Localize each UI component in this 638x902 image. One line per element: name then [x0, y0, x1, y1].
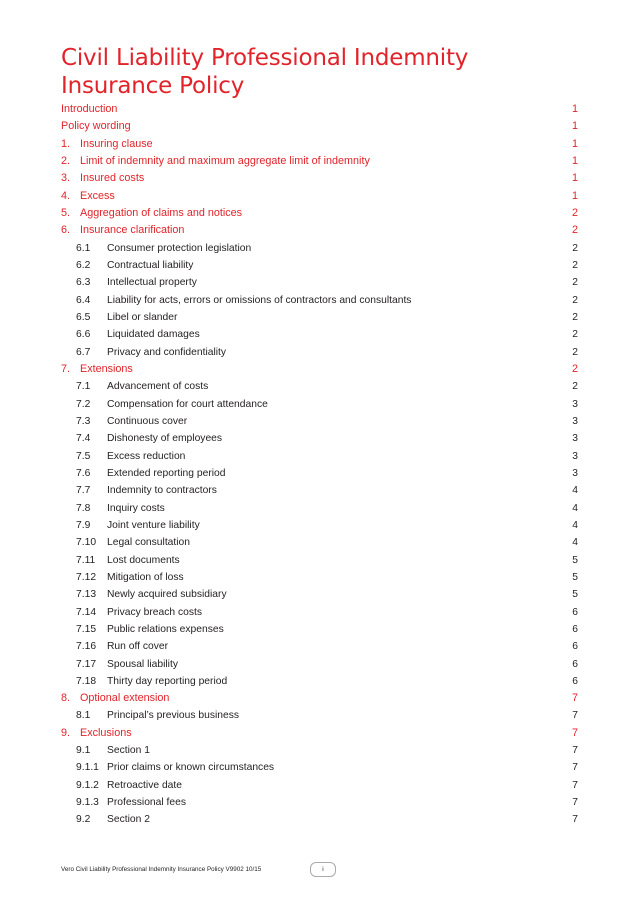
toc-entry-number: 6.1	[76, 242, 91, 254]
page-number-badge: i	[310, 862, 336, 877]
toc-entry-number: 7.1	[76, 381, 91, 393]
toc-subentry[interactable]	[61, 794, 578, 811]
toc-entry-number: 9.1.2	[76, 779, 99, 791]
toc-subentry[interactable]	[61, 638, 578, 655]
toc-entry-number: 7.17	[76, 658, 97, 670]
toc-entry-title: Limit of indemnity and maximum aggregate limit of indemnity	[80, 154, 370, 167]
toc-entry-title: Principal’s previous business	[107, 710, 240, 722]
title-line-1: Civil Liability Professional Indemnity	[61, 45, 469, 71]
toc-entry[interactable]	[61, 153, 578, 170]
toc-entry[interactable]	[61, 170, 578, 187]
document-title	[61, 44, 481, 100]
toc-entry-page: 6	[572, 623, 578, 635]
toc-subentry[interactable]	[61, 586, 578, 603]
toc-entry-number: 7.15	[76, 623, 97, 635]
toc-entry-page: 2	[571, 362, 578, 375]
toc-entry-title: Privacy breach costs	[107, 606, 202, 618]
toc-entry-page: 6	[572, 675, 578, 687]
toc-entry-number: 4.	[61, 189, 71, 202]
toc-entry-title: Mitigation of loss	[107, 571, 184, 583]
toc-entry-title: Consumer protection legislation	[107, 242, 252, 254]
toc-entry-title: Spousal liability	[107, 658, 178, 670]
toc-entry[interactable]	[61, 690, 578, 707]
toc-entry-number: 7.16	[76, 641, 97, 653]
toc-entry-title: Legal consultation	[107, 537, 191, 549]
toc-entry-page: 2	[571, 224, 578, 237]
toc-entry-page: 2	[572, 329, 578, 341]
toc-entry[interactable]	[61, 725, 578, 742]
toc-entry-title: Extensions	[80, 362, 133, 375]
toc-entry-number: 6.3	[76, 277, 91, 289]
toc-entry[interactable]	[61, 118, 578, 135]
toc-entry-page: 2	[572, 259, 578, 271]
toc-entry-page: 1	[571, 154, 578, 167]
toc-subentry[interactable]	[61, 569, 578, 586]
toc-entry-number: 7.2	[76, 398, 91, 410]
toc-entry-title: Prior claims or known circumstances	[107, 762, 275, 774]
toc-entry-number: 7.5	[76, 450, 91, 462]
toc-entry-page: 3	[572, 450, 578, 462]
toc-entry-number: 7.8	[76, 502, 91, 514]
toc-entry-title: Joint venture liability	[107, 519, 200, 531]
toc-entry-page: 7	[572, 745, 578, 757]
toc-entry-title: Liquidated damages	[107, 329, 200, 341]
toc-entry-title: Continuous cover	[107, 415, 188, 427]
toc-entry-number: 7.13	[76, 589, 97, 601]
toc-subentry[interactable]	[61, 811, 578, 828]
toc-subentry[interactable]	[61, 517, 578, 534]
toc-subentry[interactable]	[61, 777, 578, 794]
toc-subentry[interactable]	[61, 482, 578, 499]
toc-entry-title: Public relations expenses	[107, 623, 224, 635]
toc-subentry[interactable]	[61, 534, 578, 551]
toc-subentry[interactable]	[61, 413, 578, 430]
toc-entry-title: Intellectual property	[107, 277, 197, 289]
toc-entry-title: Newly acquired subsidiary	[107, 589, 227, 601]
toc-entry-number: 7.10	[76, 537, 97, 549]
toc-entry-page: 6	[572, 658, 578, 670]
toc-subentry[interactable]	[61, 378, 578, 395]
toc-subentry[interactable]	[61, 465, 578, 482]
toc-entry-title: Advancement of costs	[107, 381, 209, 393]
toc-entry-title: Section 2	[107, 814, 150, 826]
toc-entry-title: Contractual liability	[107, 259, 194, 271]
toc-entry-title: Insuring clause	[80, 137, 153, 150]
toc-entry-page: 7	[571, 692, 578, 705]
toc-entry-title: Excess reduction	[107, 450, 186, 462]
toc-entry-page: 6	[572, 606, 578, 618]
toc-entry-number: 9.1.1	[76, 762, 99, 774]
toc-entry[interactable]	[61, 188, 578, 205]
toc-entry-number: 6.2	[76, 259, 91, 271]
toc-entry-page: 5	[572, 571, 578, 583]
toc-entry-page: 5	[572, 554, 578, 566]
toc-entry-page: 2	[571, 206, 578, 219]
toc-subentry[interactable]	[61, 292, 578, 309]
toc-entry-title: Liability for acts, errors or omissions of contractors and consultants	[107, 294, 412, 306]
toc-subentry[interactable]	[61, 344, 578, 361]
toc-entry-title: Lost documents	[107, 554, 180, 566]
toc-entry-page: 1	[571, 120, 578, 133]
toc-entry-title: Extended reporting period	[107, 467, 226, 479]
toc-entry-page: 4	[572, 502, 578, 514]
toc-subentry[interactable]	[61, 604, 578, 621]
toc-entry-page: 2	[572, 294, 578, 306]
toc-entry-title: Retroactive date	[107, 779, 182, 791]
toc-entry-title: Introduction	[61, 103, 118, 115]
toc-entry-title: Exclusions	[80, 726, 132, 739]
toc-subentry[interactable]	[61, 621, 578, 638]
toc-entry-page: 1	[571, 189, 578, 202]
toc-entry-number: 9.1.3	[76, 797, 99, 809]
toc-subentry[interactable]	[61, 742, 578, 759]
toc-entry-page: 7	[572, 779, 578, 791]
toc-entry-page: 3	[572, 415, 578, 427]
toc-subentry[interactable]	[61, 240, 578, 257]
toc-subentry[interactable]	[61, 326, 578, 343]
toc-entry[interactable]	[61, 136, 578, 153]
toc-entry-title: Thirty day reporting period	[107, 675, 228, 687]
toc-entry-page: 5	[572, 589, 578, 601]
toc-entry-page: 7	[572, 814, 578, 826]
toc-entry-number: 7.11	[76, 554, 96, 566]
toc-entry-number: 7.18	[76, 675, 97, 687]
footer-text: Vero Civil Liability Professional Indemnity Insurance Policy V9902 10/15	[61, 866, 262, 873]
toc-entry-page: 7	[571, 726, 578, 739]
toc-entry-number: 7.7	[76, 485, 91, 497]
toc-entry-title: Insurance clarification	[80, 224, 185, 237]
toc-entry-number: 6.	[61, 224, 71, 237]
toc-entry-page: 7	[572, 762, 578, 774]
toc-entry-title: Dishonesty of employees	[107, 433, 223, 445]
toc-entry-title: Privacy and confidentiality	[107, 346, 227, 358]
toc-entry-page: 1	[571, 172, 578, 185]
toc-entry-title: Aggregation of claims and notices	[80, 206, 243, 219]
toc-entry-page: 6	[572, 641, 578, 653]
toc-entry-page: 2	[572, 311, 578, 323]
toc-subentry[interactable]	[61, 552, 578, 569]
toc-entry-page: 3	[572, 467, 578, 479]
toc-entry[interactable]	[61, 222, 578, 239]
toc-entry-page: 1	[571, 137, 578, 150]
table-of-contents	[61, 101, 578, 829]
toc-entry-number: 6.4	[76, 294, 91, 306]
toc-entry-number: 7.9	[76, 519, 91, 531]
toc-entry-number: 7.	[61, 362, 71, 375]
toc-entry-number: 8.1	[76, 710, 91, 722]
toc-entry-page: 3	[572, 398, 578, 410]
toc-entry-page: 2	[572, 242, 578, 254]
toc-subentry[interactable]	[61, 396, 578, 413]
toc-entry-number: 9.1	[76, 745, 91, 757]
toc-entry-page: 7	[572, 710, 578, 722]
toc-entry-number: 6.5	[76, 311, 91, 323]
toc-entry-page: 2	[572, 381, 578, 393]
toc-entry-number: 7.3	[76, 415, 91, 427]
toc-entry-title: Excess	[80, 189, 115, 202]
toc-subentry[interactable]	[61, 448, 578, 465]
toc-entry-page: 7	[572, 797, 578, 809]
title-line-2: Insurance Policy	[61, 73, 245, 99]
toc-subentry[interactable]	[61, 430, 578, 447]
toc-entry-number: 6.6	[76, 329, 91, 341]
toc-subentry[interactable]	[61, 759, 578, 776]
toc-entry-title: Libel or slander	[107, 311, 178, 323]
toc-subentry[interactable]	[61, 673, 578, 690]
toc-entry-number: 8.	[61, 692, 71, 705]
toc-entry-title: Insured costs	[80, 172, 145, 185]
toc-entry[interactable]	[61, 361, 578, 378]
toc-entry-page: 4	[572, 537, 578, 549]
toc-subentry[interactable]	[61, 707, 578, 724]
toc-entry-page: 2	[572, 277, 578, 289]
toc-entry-number: 3.	[61, 172, 71, 185]
toc-entry[interactable]	[61, 205, 578, 222]
toc-entry-title: Section 1	[107, 745, 150, 757]
toc-subentry[interactable]	[61, 309, 578, 326]
toc-entry-number: 7.6	[76, 467, 91, 479]
toc-entry-title: Run off cover	[107, 641, 169, 653]
toc-subentry[interactable]	[61, 257, 578, 274]
toc-entry-number: 7.4	[76, 433, 91, 445]
toc-entry-title: Optional extension	[80, 692, 170, 705]
toc-entry-title: Professional fees	[107, 797, 186, 809]
toc-entry-title: Policy wording	[61, 120, 131, 133]
toc-entry[interactable]	[61, 101, 578, 118]
toc-subentry[interactable]	[61, 274, 578, 291]
toc-entry-title: Indemnity to contractors	[107, 485, 217, 497]
toc-entry-title: Compensation for court attendance	[107, 398, 268, 410]
toc-entry-page: 4	[572, 485, 578, 497]
toc-entry-page: 2	[572, 346, 578, 358]
toc-entry-page: 4	[572, 519, 578, 531]
toc-subentry[interactable]	[61, 500, 578, 517]
toc-entry-number: 6.7	[76, 346, 91, 358]
toc-entry-number: 7.14	[76, 606, 97, 618]
toc-entry-page: 3	[572, 433, 578, 445]
toc-entry-number: 2.	[61, 154, 71, 167]
toc-entry-number: 9.2	[76, 814, 91, 826]
toc-entry-number: 1.	[61, 137, 71, 150]
toc-entry-number: 7.12	[76, 571, 97, 583]
toc-entry-number: 9.	[61, 726, 71, 739]
toc-subentry[interactable]	[61, 656, 578, 673]
toc-entry-page: 1	[571, 103, 578, 115]
toc-entry-title: Inquiry costs	[107, 502, 165, 514]
toc-entry-number: 5.	[61, 206, 71, 219]
